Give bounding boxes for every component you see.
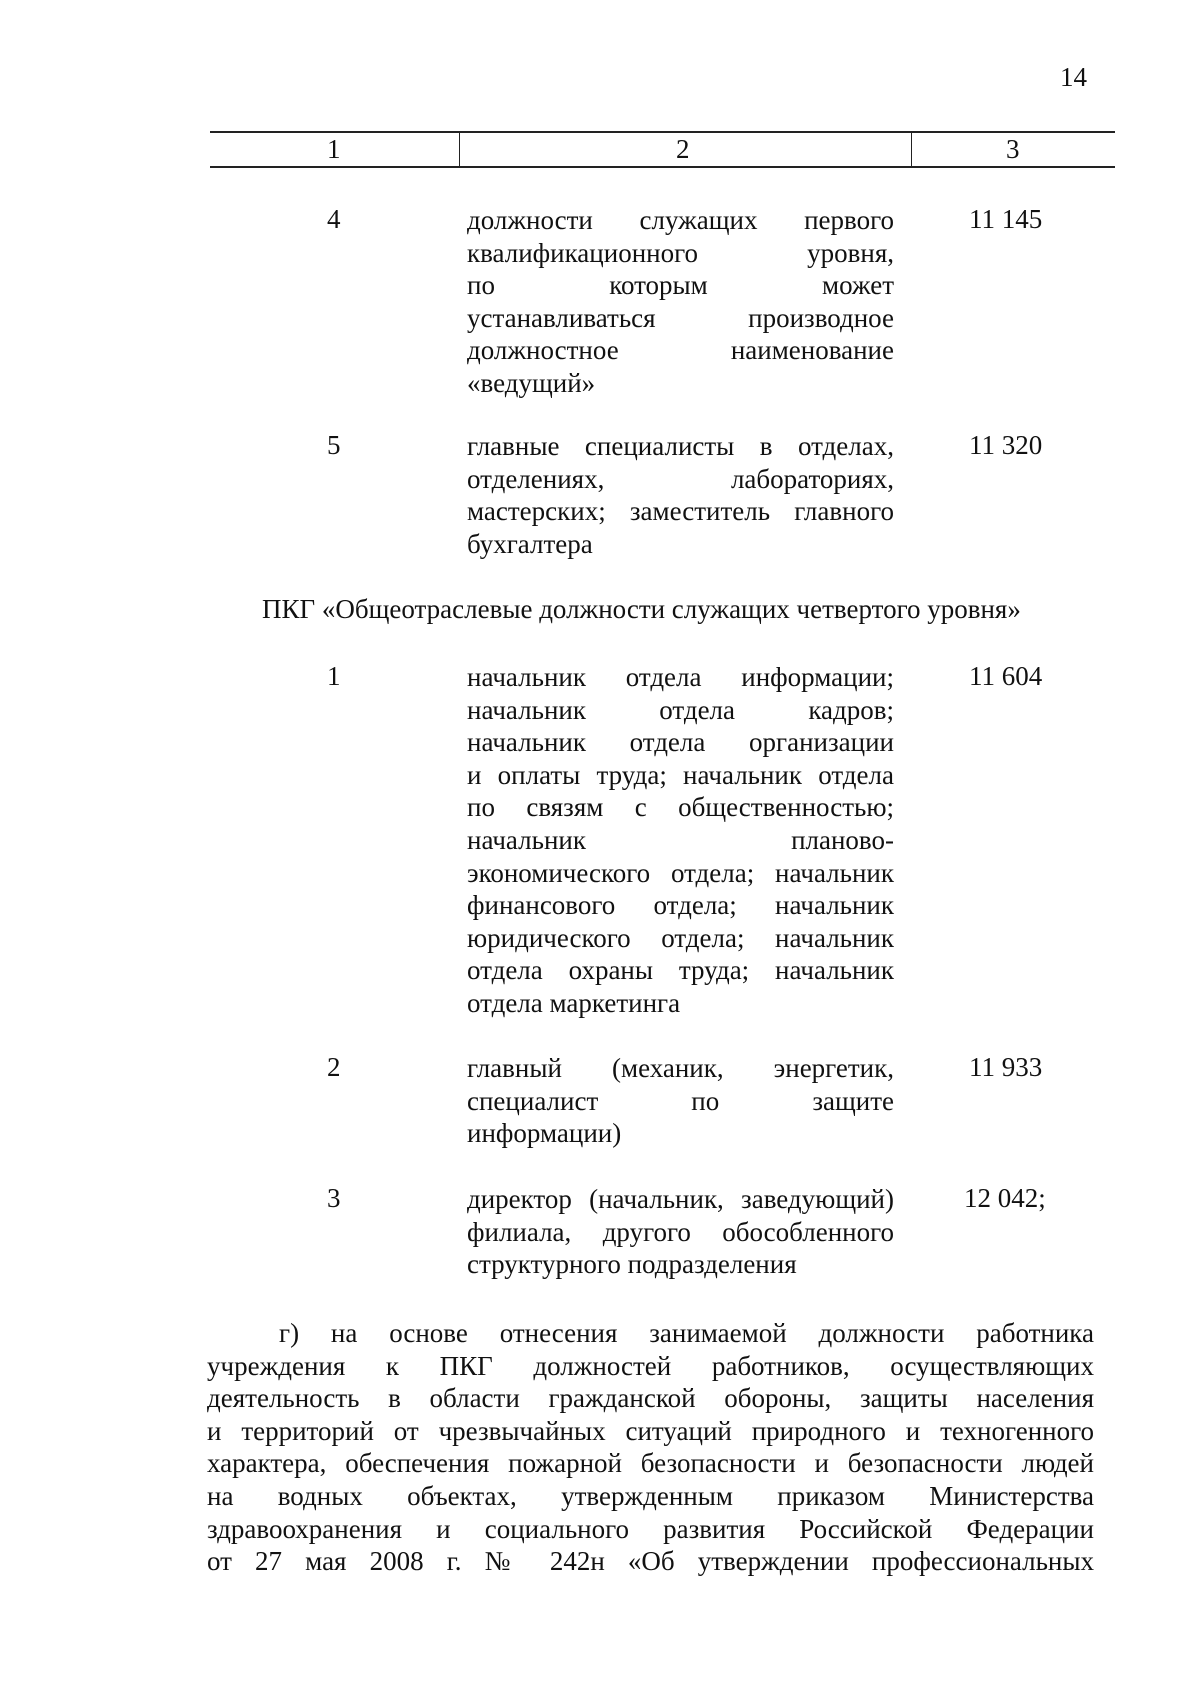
desc-line: главные специалисты в отделах, [467, 431, 894, 461]
desc-line: директор (начальник, заведующий) [467, 1184, 894, 1214]
desc-line: специалист по защите [467, 1085, 894, 1116]
paragraph-line: на водных объектах, утвержденным приказом Министерства [207, 1480, 1094, 1511]
paragraph-line: г) на основе отнесения занимаемой должности работника [279, 1318, 1094, 1348]
desc-line: начальник планово- [467, 824, 894, 855]
paragraph-line: здравоохранения и социального развития Российской Федерации [207, 1513, 1094, 1544]
desc-line: финансового отдела; начальник [467, 890, 894, 921]
paragraph-line: характера, обеспечения пожарной безопасности и безопасности людей [207, 1448, 1094, 1479]
desc-line: мастерских; заместитель главного [467, 496, 894, 527]
row-description [467, 1183, 894, 1281]
table-header-divider [459, 133, 460, 167]
desc-line: филиала, другого обособленного [467, 1216, 894, 1247]
row-number: 3 [327, 1183, 341, 1213]
pkg-heading: ПКГ «Общеотраслевые должности служащих четвертого уровня» [262, 594, 1021, 624]
desc-line: информации) [467, 1118, 622, 1149]
desc-line: структурного подразделения [467, 1249, 797, 1280]
desc-line: юридического отдела; начальник [467, 922, 894, 953]
desc-line: должностное наименование [467, 335, 894, 366]
table-header-col3: 3 [1006, 134, 1020, 164]
row-number: 4 [327, 204, 341, 234]
row-description [467, 1052, 894, 1150]
row-value: 12 042; [964, 1183, 1046, 1213]
row-value: 11 604 [969, 661, 1043, 691]
row-description [467, 430, 894, 560]
table-header-bottom-rule [210, 166, 1115, 168]
desc-line: по которым может [467, 270, 894, 301]
desc-line: должности служащих первого [467, 205, 894, 235]
row-number: 5 [327, 430, 341, 460]
desc-line: квалификационного уровня, [467, 237, 894, 268]
body-paragraph [207, 1317, 1094, 1578]
paragraph-line: деятельность в области гражданской обороны, защиты населения [207, 1383, 1094, 1414]
desc-line: начальник отдела информации; [467, 662, 894, 692]
desc-line: отделениях, лабораториях, [467, 463, 894, 494]
table-header-col1: 1 [327, 134, 341, 164]
desc-line: начальник отдела организации [467, 727, 894, 758]
row-number: 2 [327, 1052, 341, 1082]
desc-line: главный (механик, энергетик, [467, 1053, 894, 1083]
table-header-top-rule [210, 131, 1115, 133]
desc-line: экономического отдела; начальник [467, 857, 894, 888]
table-header-divider [911, 133, 912, 167]
desc-line: «ведущий» [467, 367, 596, 398]
row-description [467, 661, 894, 1020]
row-description [467, 204, 894, 400]
desc-line: по связям с общественностью; [467, 792, 894, 823]
table-header-col2: 2 [676, 134, 690, 164]
desc-line: отдела маркетинга [467, 987, 681, 1018]
paragraph-line: и территорий от чрезвычайных ситуаций природного и техногенного [207, 1415, 1094, 1446]
desc-line: отдела охраны труда; начальник [467, 955, 894, 986]
row-value: 11 320 [969, 430, 1043, 460]
paragraph-line: учреждения к ПКГ должностей работников, осуществляющих [207, 1350, 1094, 1381]
desc-line: бухгалтера [467, 528, 593, 559]
paragraph-line: от 27 мая 2008 г. № 242н «Об утверждении профессиональных [207, 1546, 1094, 1577]
row-number: 1 [327, 661, 341, 691]
page-number: 14 [1060, 62, 1087, 92]
desc-line: начальник отдела кадров; [467, 694, 894, 725]
row-value: 11 933 [969, 1052, 1043, 1082]
desc-line: устанавливаться производное [467, 302, 894, 333]
desc-line: и оплаты труда; начальник отдела [467, 759, 894, 790]
row-value: 11 145 [969, 204, 1043, 234]
